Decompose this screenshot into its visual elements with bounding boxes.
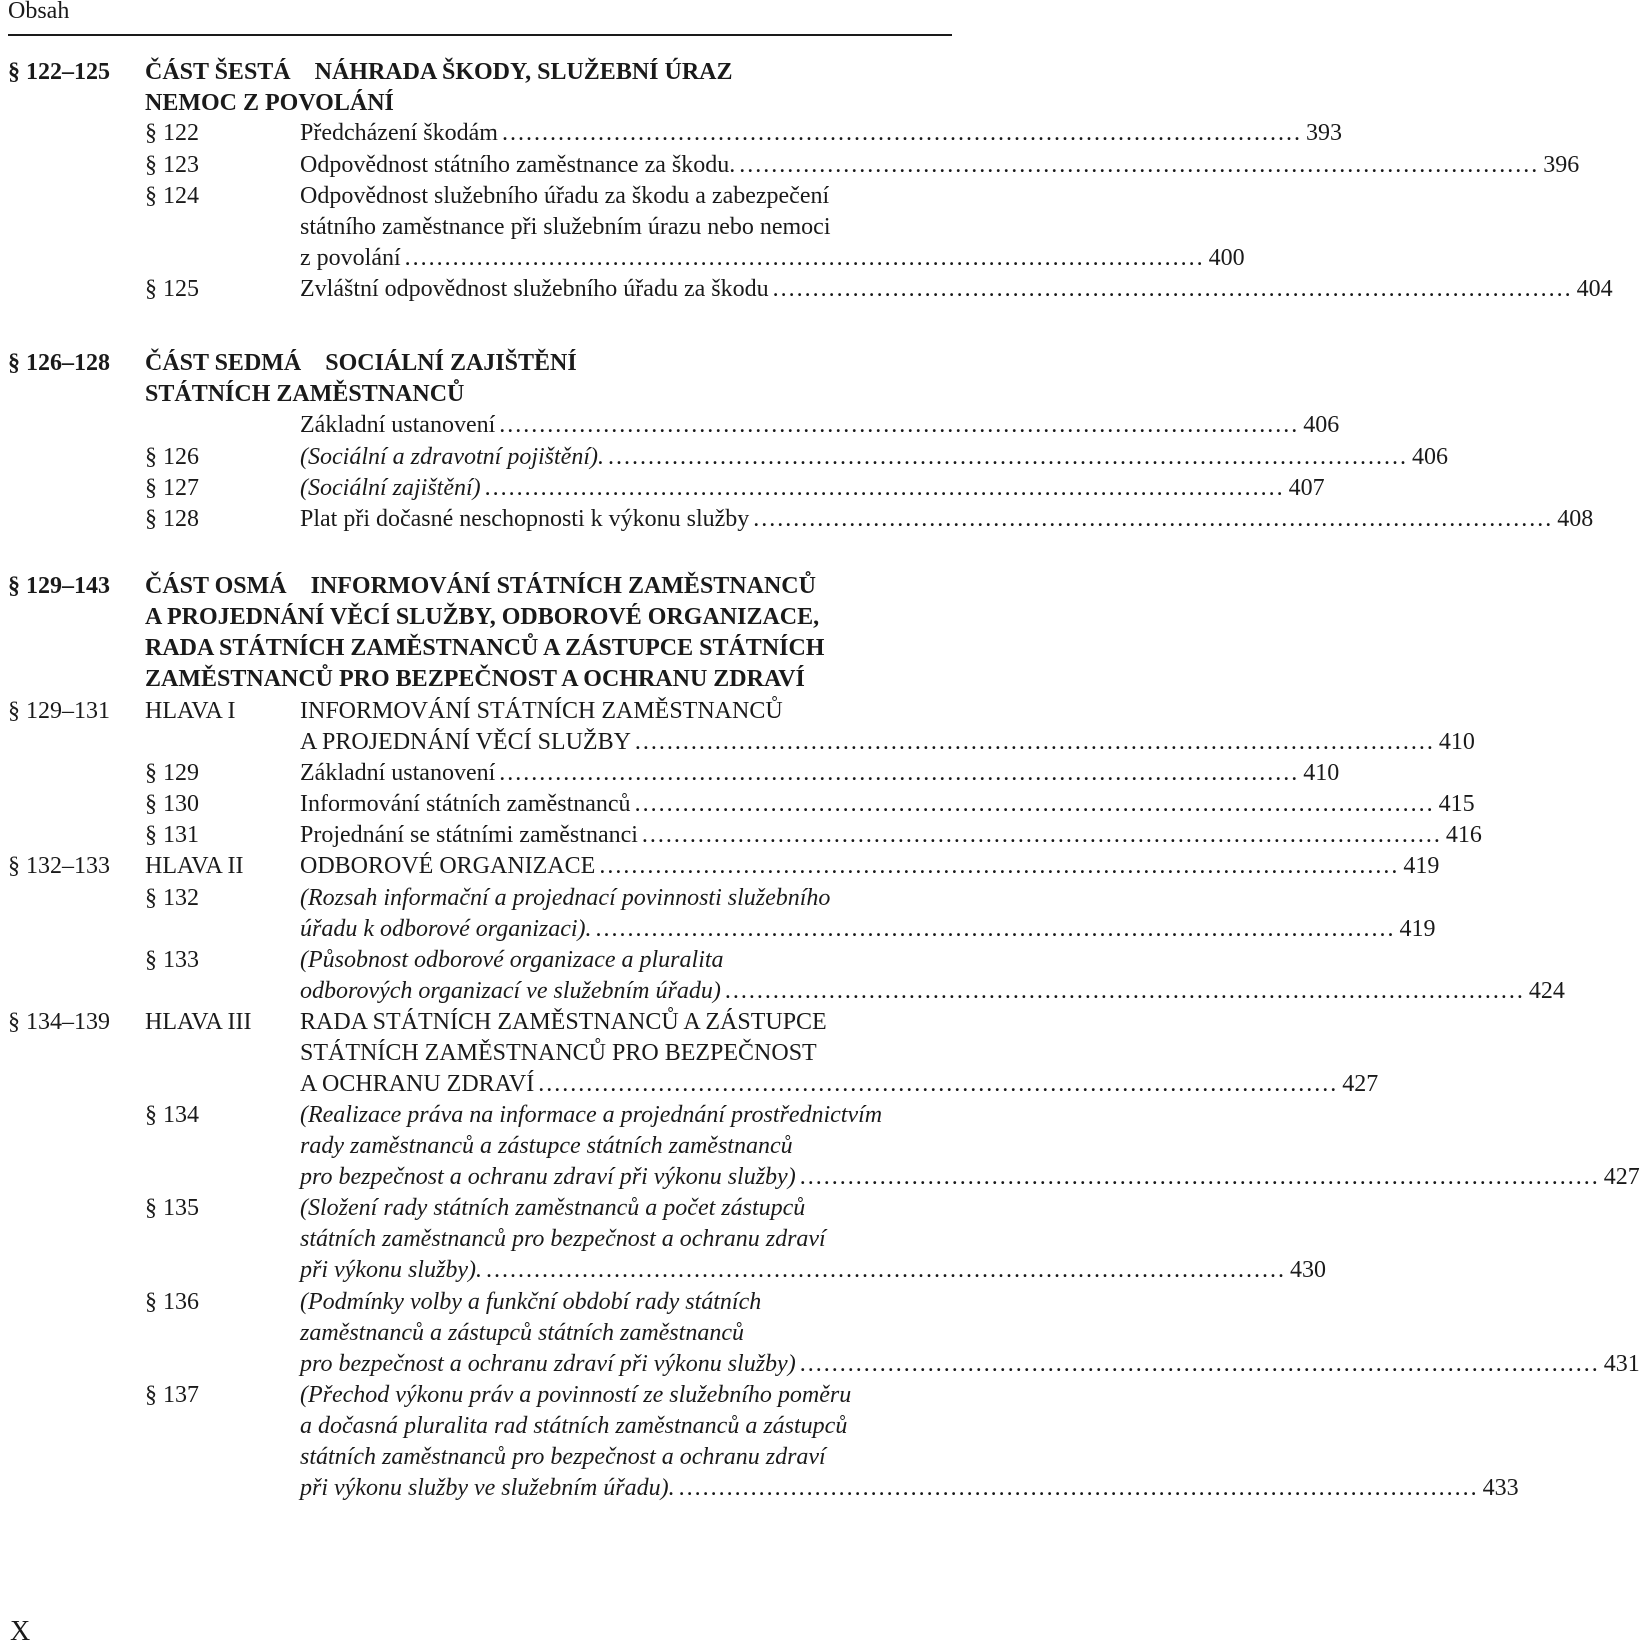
- leader-dots: ....................................................................................................: [634, 729, 1435, 755]
- toc-entry: [0, 944, 960, 976]
- toc-entry: [0, 1379, 960, 1411]
- chapter-label: HLAVA I: [145, 698, 236, 724]
- chapter-section-range: § 132–133: [8, 853, 110, 879]
- entry-title-line: státních zaměstnanců pro bezpečnost a ochranu zdraví: [300, 1444, 826, 1470]
- toc-entry-cont: [0, 1254, 1326, 1286]
- chapter-heading: [0, 1006, 960, 1038]
- toc-entry: [0, 882, 960, 914]
- leader-dots: ....................................................................................................: [772, 276, 1573, 302]
- toc-entry: [0, 1099, 960, 1131]
- section-number: § 133: [145, 947, 199, 973]
- page-number: 431: [1603, 1351, 1640, 1377]
- toc-entry-cont: [0, 1348, 1640, 1380]
- running-header: Obsah: [8, 0, 70, 24]
- part-heading-cont: [0, 601, 960, 633]
- part-title: ČÁST SEDMÁ SOCIÁLNÍ ZAJIŠTĚNÍ: [145, 350, 577, 376]
- entry-title: Plat při dočasné neschopnosti k výkonu služby: [300, 506, 750, 532]
- toc-entry: [0, 117, 1342, 149]
- leader-dots: ....................................................................................................: [607, 444, 1408, 470]
- entry-title: Základní ustanovení: [300, 412, 496, 438]
- section-number: § 126: [145, 444, 199, 470]
- page-number: 419: [1399, 916, 1436, 942]
- page-number: 416: [1445, 822, 1482, 848]
- chapter-section-range: § 129–131: [8, 698, 110, 724]
- part-title-cont: NEMOC Z POVOLÁNÍ: [145, 90, 394, 116]
- toc-entry: [0, 757, 1340, 789]
- section-number: § 125: [145, 276, 199, 302]
- entry-title: (Sociální a zdravotní pojištění).: [300, 444, 604, 470]
- entry-title-line: (Působnost odborové organizace a pluralita: [300, 947, 724, 973]
- chapter-title-line: RADA STÁTNÍCH ZAMĚSTNANCŮ A ZÁSTUPCE: [300, 1009, 827, 1035]
- chapter-heading-cont: [0, 1068, 1379, 1100]
- part-title-cont: STÁTNÍCH ZAMĚSTNANCŮ: [145, 381, 465, 407]
- section-number: § 135: [145, 1195, 199, 1221]
- leader-dots: ....................................................................................................: [404, 245, 1205, 271]
- toc-entry-cont: [0, 211, 960, 243]
- entry-title: úřadu k odborové organizaci).: [300, 916, 592, 942]
- toc-entry: [0, 788, 1475, 820]
- toc-entry-cont: [0, 1317, 960, 1349]
- section-number: § 136: [145, 1289, 199, 1315]
- section-number: § 123: [145, 152, 199, 178]
- page-number: 433: [1482, 1475, 1519, 1501]
- toc-entry-cont: [0, 1223, 960, 1255]
- page-number: 407: [1288, 475, 1325, 501]
- toc-entry-cont: [0, 913, 1436, 945]
- chapter-heading-cont: [0, 726, 1475, 758]
- part-title-cont: A PROJEDNÁNÍ VĚCÍ SLUŽBY, ODBOROVÉ ORGANIZACE,: [145, 604, 820, 630]
- entry-title: Projednání se státními zaměstnanci: [300, 822, 638, 848]
- page-number: 424: [1528, 978, 1565, 1004]
- page-number: 410: [1303, 760, 1340, 786]
- toc-entry: [0, 1286, 960, 1318]
- entry-title: Zvláštní odpovědnost služebního úřadu za škodu: [300, 276, 769, 302]
- page-number: 406: [1411, 444, 1448, 470]
- part-section-range: § 122–125: [8, 59, 110, 85]
- entry-title: Odpovědnost státního zaměstnance za škodu.: [300, 152, 736, 178]
- chapter-section-range: § 134–139: [8, 1009, 110, 1035]
- page-number: 419: [1403, 853, 1440, 879]
- entry-title: odborových organizací ve služebním úřadu): [300, 978, 721, 1004]
- entry-title: pro bezpečnost a ochranu zdraví při výkonu služby): [300, 1351, 796, 1377]
- section-number: § 129: [145, 760, 199, 786]
- entry-title-line: (Složení rady státních zaměstnanců a počet zástupců: [300, 1195, 806, 1221]
- part-heading: [0, 56, 960, 88]
- part-heading-cont: [0, 87, 960, 119]
- toc-entry: [0, 503, 1594, 535]
- toc-entry: [0, 819, 1482, 851]
- part-heading-cont: [0, 632, 960, 664]
- toc-entry: [0, 273, 1613, 305]
- toc-entry: [0, 1192, 960, 1224]
- leader-dots: ....................................................................................................: [595, 916, 1396, 942]
- entry-title: z povolání: [300, 245, 401, 271]
- page-number: 396: [1543, 152, 1580, 178]
- page-number: 415: [1438, 791, 1475, 817]
- entry-title: A OCHRANU ZDRAVÍ: [300, 1071, 535, 1097]
- section-number: § 130: [145, 791, 199, 817]
- leader-dots: ....................................................................................................: [678, 1475, 1479, 1501]
- part-section-range: § 126–128: [8, 350, 110, 376]
- page-number: 427: [1603, 1164, 1640, 1190]
- header-rule: [8, 34, 952, 36]
- entry-title: (Sociální zajištění): [300, 475, 481, 501]
- section-number: § 137: [145, 1382, 199, 1408]
- entry-title-line: (Podmínky volby a funkční období rady státních: [300, 1289, 762, 1315]
- part-title-cont: ZAMĚSTNANCŮ PRO BEZPEČNOST A OCHRANU ZDRAVÍ: [145, 666, 805, 692]
- leader-dots: ....................................................................................................: [501, 120, 1302, 146]
- leader-dots: ....................................................................................................: [799, 1164, 1600, 1190]
- leader-dots: ....................................................................................................: [799, 1351, 1600, 1377]
- leader-dots: ....................................................................................................: [538, 1071, 1339, 1097]
- leader-dots: ....................................................................................................: [599, 853, 1400, 879]
- chapter-title-line: INFORMOVÁNÍ STÁTNÍCH ZAMĚSTNANCŮ: [300, 698, 783, 724]
- page-folio: X: [10, 1616, 31, 1647]
- leader-dots: ....................................................................................................: [499, 760, 1300, 786]
- part-title-cont: RADA STÁTNÍCH ZAMĚSTNANCŮ A ZÁSTUPCE STÁTNÍCH: [145, 635, 825, 661]
- entry-title: při výkonu služby).: [300, 1257, 482, 1283]
- entry-title-line: a dočasná pluralita rad státních zaměstnanců a zástupců: [300, 1413, 848, 1439]
- entry-title-line: státního zaměstnance při služebním úrazu nebo nemoci: [300, 214, 831, 240]
- toc-entry-cont: [0, 242, 1245, 274]
- section-number: § 134: [145, 1102, 199, 1128]
- entry-title: Informování státních zaměstnanců: [300, 791, 631, 817]
- leader-dots: ....................................................................................................: [484, 475, 1285, 501]
- page-number: 404: [1576, 276, 1613, 302]
- toc-entry-cont: [0, 1130, 960, 1162]
- toc-entry: [0, 180, 960, 212]
- entry-title-line: státních zaměstnanců pro bezpečnost a ochranu zdraví: [300, 1226, 826, 1252]
- chapter-label: HLAVA II: [145, 853, 244, 879]
- page-number: 406: [1303, 412, 1340, 438]
- toc-entry: [0, 409, 1340, 441]
- section-number: § 131: [145, 822, 199, 848]
- section-number: § 124: [145, 183, 199, 209]
- page-number: 393: [1305, 120, 1342, 146]
- leader-dots: ....................................................................................................: [641, 822, 1442, 848]
- entry-title-line: Odpovědnost služebního úřadu za škodu a zabezpečení: [300, 183, 830, 209]
- chapter-heading-cont: [0, 1037, 960, 1069]
- entry-title: při výkonu služby ve služebním úřadu).: [300, 1475, 675, 1501]
- part-heading-cont: [0, 663, 960, 695]
- leader-dots: ....................................................................................................: [739, 152, 1540, 178]
- section-number: § 122: [145, 120, 199, 146]
- leader-dots: ....................................................................................................: [753, 506, 1554, 532]
- page-number: 410: [1438, 729, 1475, 755]
- entry-title-line: (Přechod výkonu práv a povinností ze služebního poměru: [300, 1382, 852, 1408]
- toc-entry-cont: [0, 1472, 1519, 1504]
- entry-title-line: zaměstnanců a zástupců státních zaměstnanců: [300, 1320, 744, 1346]
- part-title: ČÁST ŠESTÁ NÁHRADA ŠKODY, SLUŽEBNÍ ÚRAZ: [145, 59, 733, 85]
- entry-title: Základní ustanovení: [300, 760, 496, 786]
- part-heading: [0, 347, 960, 379]
- chapter-heading: [0, 850, 1440, 882]
- section-number: § 128: [145, 506, 199, 532]
- part-heading: [0, 570, 960, 602]
- leader-dots: ....................................................................................................: [485, 1257, 1286, 1283]
- page-number: 430: [1289, 1257, 1326, 1283]
- part-heading-cont: [0, 378, 960, 410]
- entry-title: Předcházení škodám: [300, 120, 498, 146]
- toc-entry-cont: [0, 1410, 960, 1442]
- leader-dots: ....................................................................................................: [634, 791, 1435, 817]
- page-number: 400: [1208, 245, 1245, 271]
- toc-entry-cont: [0, 1161, 1640, 1193]
- entry-title-line: (Rozsah informační a projednací povinnosti služebního: [300, 885, 831, 911]
- chapter-title-line: STÁTNÍCH ZAMĚSTNANCŮ PRO BEZPEČNOST: [300, 1040, 817, 1066]
- entry-title: pro bezpečnost a ochranu zdraví při výkonu služby): [300, 1164, 796, 1190]
- chapter-label: HLAVA III: [145, 1009, 252, 1035]
- entry-title: ODBOROVÉ ORGANIZACE: [300, 853, 596, 879]
- part-section-range: § 129–143: [8, 573, 110, 599]
- toc-entry-cont: [0, 1441, 960, 1473]
- page-number: 408: [1557, 506, 1594, 532]
- page-number: 427: [1342, 1071, 1379, 1097]
- toc-entry-cont: [0, 975, 1565, 1007]
- toc-entry: [0, 472, 1325, 504]
- toc-entry: [0, 149, 1580, 181]
- toc-entry: [0, 441, 1448, 473]
- leader-dots: ....................................................................................................: [724, 978, 1525, 1004]
- entry-title: A PROJEDNÁNÍ VĚCÍ SLUŽBY: [300, 729, 631, 755]
- section-number: § 127: [145, 475, 199, 501]
- entry-title-line: rady zaměstnanců a zástupce státních zaměstnanců: [300, 1133, 793, 1159]
- leader-dots: ....................................................................................................: [499, 412, 1300, 438]
- section-number: § 132: [145, 885, 199, 911]
- part-title: ČÁST OSMÁ INFORMOVÁNÍ STÁTNÍCH ZAMĚSTNANCŮ: [145, 573, 816, 599]
- chapter-heading: [0, 695, 960, 727]
- entry-title-line: (Realizace práva na informace a projednání prostřednictvím: [300, 1102, 883, 1128]
